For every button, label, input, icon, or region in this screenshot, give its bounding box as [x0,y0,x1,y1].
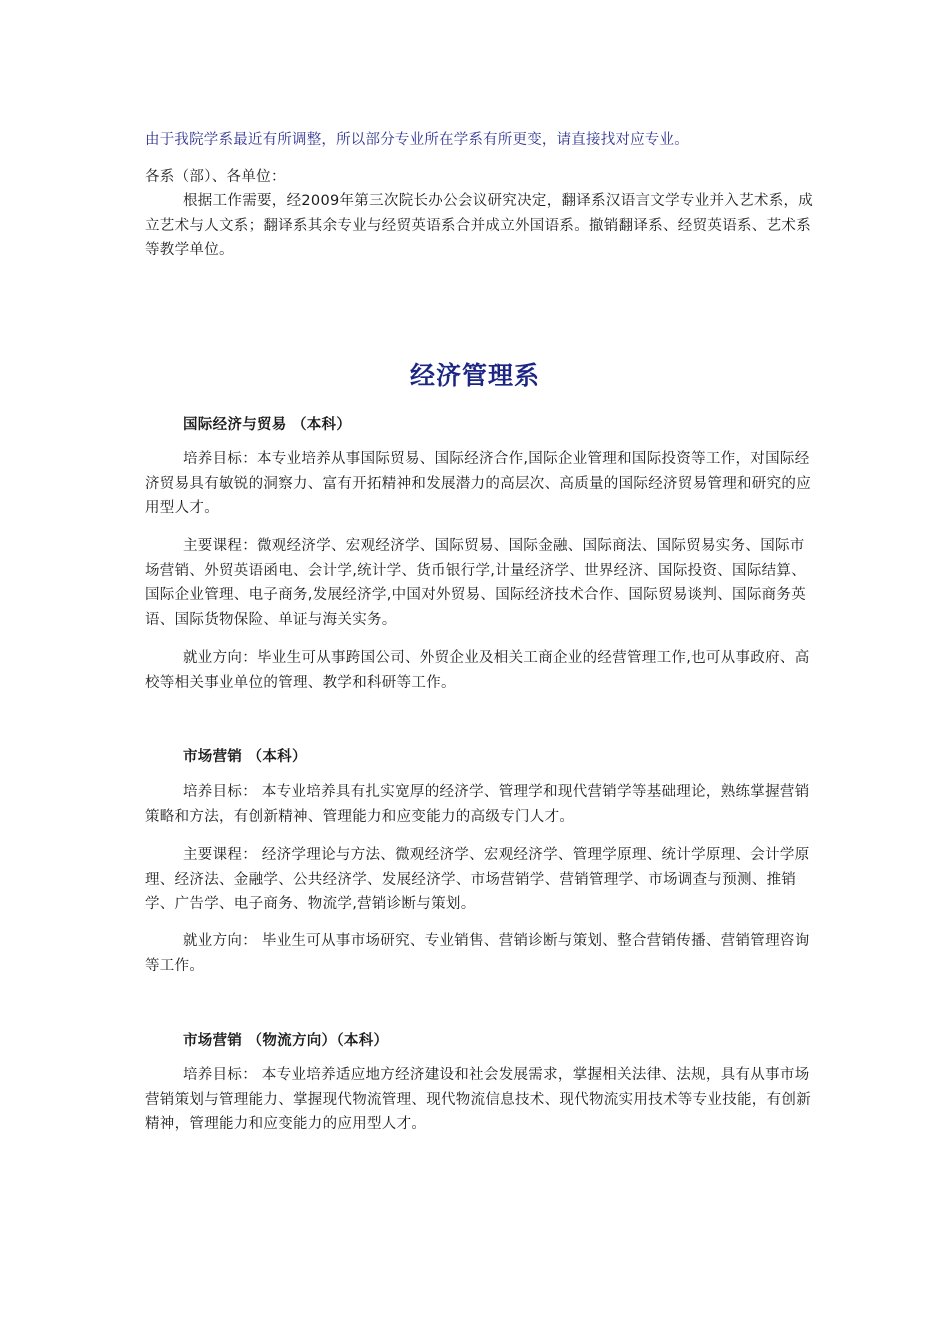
major-goal: 培养目标： 本专业培养具有扎实宽厚的经济学、管理学和现代营销学等基础理论，熟练掌握营销策略和方法，有创新精神、管理能力和应变能力的高级专门人才。 [145,784,810,825]
greeting: 各系（部）、各单位： [145,169,286,185]
major-goal: 培养目标：本专业培养从事国际贸易、国际经济合作,国际企业管理和国际投资等工作，对国际经济贸易具有敏锐的洞察力、富有开拓精神和发展潜力的高层次、高质量的国际经济贸易管理和研究的应用型人才。 [145,451,811,516]
major-courses: 主要课程： 经济学理论与方法、微观经济学、宏观经济学、管理学原理、统计学原理、会计学原理、经济法、金融学、公共经济学、发展经济学、市场营销学、营销管理学、市场调查与预测、推销学、广告学、电子商务、物流学,营销诊断与策划。 [145,847,810,912]
major-courses: 主要课程：微观经济学、宏观经济学、国际贸易、国际金融、国际商法、国际贸易实务、国际市场营销、外贸英语函电、会计学,统计学、货币银行学,计量经济学、世界经济、国际投资、国际结算、国际企业管理、电子商务,发展经济学,中国对外贸易、国际经济技术合作、国际贸易谈判、国际商务英语、国际货物保险、单证与海关实务。 [145,538,807,628]
major-career: 就业方向：毕业生可从事跨国公司、外贸企业及相关工商企业的经营管理工作,也可从事政府、高校等相关事业单位的管理、教学和科研等工作。 [145,650,810,691]
major-goal: 培养目标： 本专业培养适应地方经济建设和社会发展需求，掌握相关法律、法规，具有从事市场营销策划与管理能力、掌握现代物流管理、现代物流信息技术、现代物流实用技术等专业技能，有创新精神，管理能力和应变能力的应用型人才。 [145,1067,811,1132]
major-title: 国际经济与贸易 （本科） [183,417,352,433]
major-title: 市场营销 （本科） [183,749,307,765]
major-career: 就业方向： 毕业生可从事市场研究、专业销售、营销诊断与策划、整合营销传播、营销管理咨询等工作。 [145,933,810,974]
department-title: 经济管理系 [409,361,540,390]
restructure-notice: 由于我院学系最近有所调整，所以部分专业所在学系有所更变，请直接找对应专业。 [145,132,689,148]
announcement-paragraph: 根据工作需要，经2009年第三次院长办公会议研究决定，翻译系汉语言文学专业并入艺术系，成立艺术与人文系；翻译系其余专业与经贸英语系合并成立外国语系。撤销翻译系、经贸英语系、艺术系等教学单位。 [145,193,814,258]
major-title: 市场营销 （物流方向）（本科） [183,1033,389,1049]
